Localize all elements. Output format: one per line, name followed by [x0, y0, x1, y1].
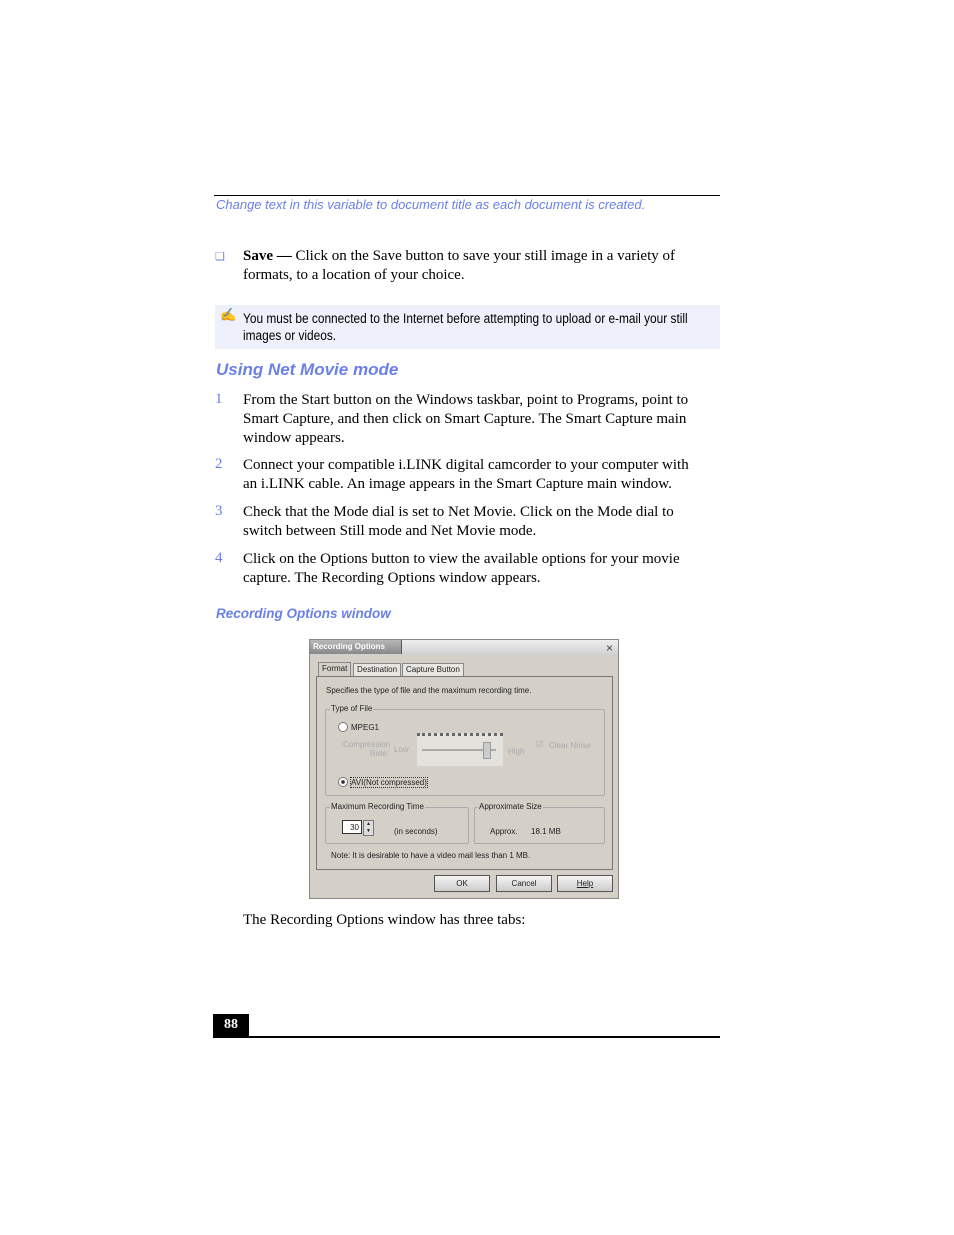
seconds-label: (in seconds) — [394, 827, 438, 836]
step-number: 3 — [215, 503, 223, 519]
avi-label: AVI(Not compressed) — [351, 778, 427, 787]
dialog-note: Note: It is desirable to have a video mail less than 1 MB. — [331, 851, 531, 860]
bullet-text: Click on the Save button to save your still image in a variety of — [291, 248, 676, 264]
avi-radio[interactable] — [338, 777, 348, 787]
caption: The Recording Options window has three tabs: — [243, 912, 526, 928]
clear-noise-label: Clear Noise — [549, 741, 591, 750]
ok-button[interactable]: OK — [434, 875, 490, 892]
help-button[interactable]: Help — [557, 875, 613, 892]
tab-format[interactable]: Format — [318, 662, 351, 676]
close-icon[interactable]: × — [605, 641, 613, 655]
low-label: Low — [394, 745, 409, 754]
footer-rule — [213, 1036, 720, 1038]
header-rule — [214, 195, 720, 196]
clear-noise-checkbox[interactable]: ☑ — [536, 740, 544, 749]
note-box — [215, 305, 720, 349]
step-number: 1 — [215, 391, 223, 407]
approx-size-group — [474, 807, 605, 844]
document-title: Change text in this variable to document title as each document is created. — [216, 197, 646, 212]
approx-label: Approx. — [490, 827, 518, 836]
note-line-2: images or videos. — [243, 328, 337, 343]
description: Specifies the type of file and the maximum recording time. — [326, 686, 532, 695]
max-time-input[interactable]: 30 — [342, 820, 362, 834]
size-value: 18.1 MB — [531, 827, 561, 836]
step-4: Click on the Options button to view the available options for your movie capture. The Recording Options window appears. — [243, 551, 680, 586]
dialog-title: Recording Options — [310, 640, 402, 654]
tab-capture-button[interactable]: Capture Button — [402, 663, 464, 676]
page-number: 88 — [213, 1014, 249, 1036]
save-bullet — [243, 247, 675, 285]
group-label: Approximate Size — [479, 802, 542, 811]
checkbox-square-icon: ❑ — [215, 251, 225, 263]
mpeg1-radio[interactable] — [338, 722, 348, 732]
recording-options-dialog — [309, 639, 619, 899]
pencil-note-icon: ✍ — [220, 307, 237, 322]
note-line-1: You must be connected to the Internet before attempting to upload or e-mail your still — [243, 311, 688, 326]
high-label: High — [508, 747, 525, 756]
step-number: 4 — [215, 550, 223, 566]
compression-label: Compression Rate: — [343, 740, 391, 758]
compression-slider[interactable] — [417, 733, 503, 766]
mpeg1-label: MPEG1 — [351, 723, 380, 732]
group-label: Type of File — [331, 704, 373, 713]
step-number: 2 — [215, 456, 223, 472]
tab-destination[interactable]: Destination — [353, 663, 401, 676]
bullet-term: Save — — [243, 248, 292, 264]
step-2: Connect your compatible i.LINK digital camcorder to your computer with an i.LINK cable. An image appears in the Smart Capture main window. — [243, 457, 689, 492]
cancel-button[interactable]: Cancel — [496, 875, 552, 892]
step-3: Check that the Mode dial is set to Net Movie. Click on the Mode dial to switch between Still mode and Net Movie mode. — [243, 504, 674, 539]
spin-buttons[interactable]: ▲ ▼ — [363, 820, 374, 836]
subsection-title: Recording Options window — [216, 606, 391, 621]
group-label: Maximum Recording Time — [331, 802, 424, 811]
section-title: Using Net Movie mode — [216, 360, 399, 379]
bullet-text-2: formats, to a location of your choice. — [243, 267, 465, 283]
step-1: From the Start button on the Windows taskbar, point to Programs, point to Smart Capture, and then click on Smart Capture. The Smart Capture main window appears. — [243, 392, 689, 446]
